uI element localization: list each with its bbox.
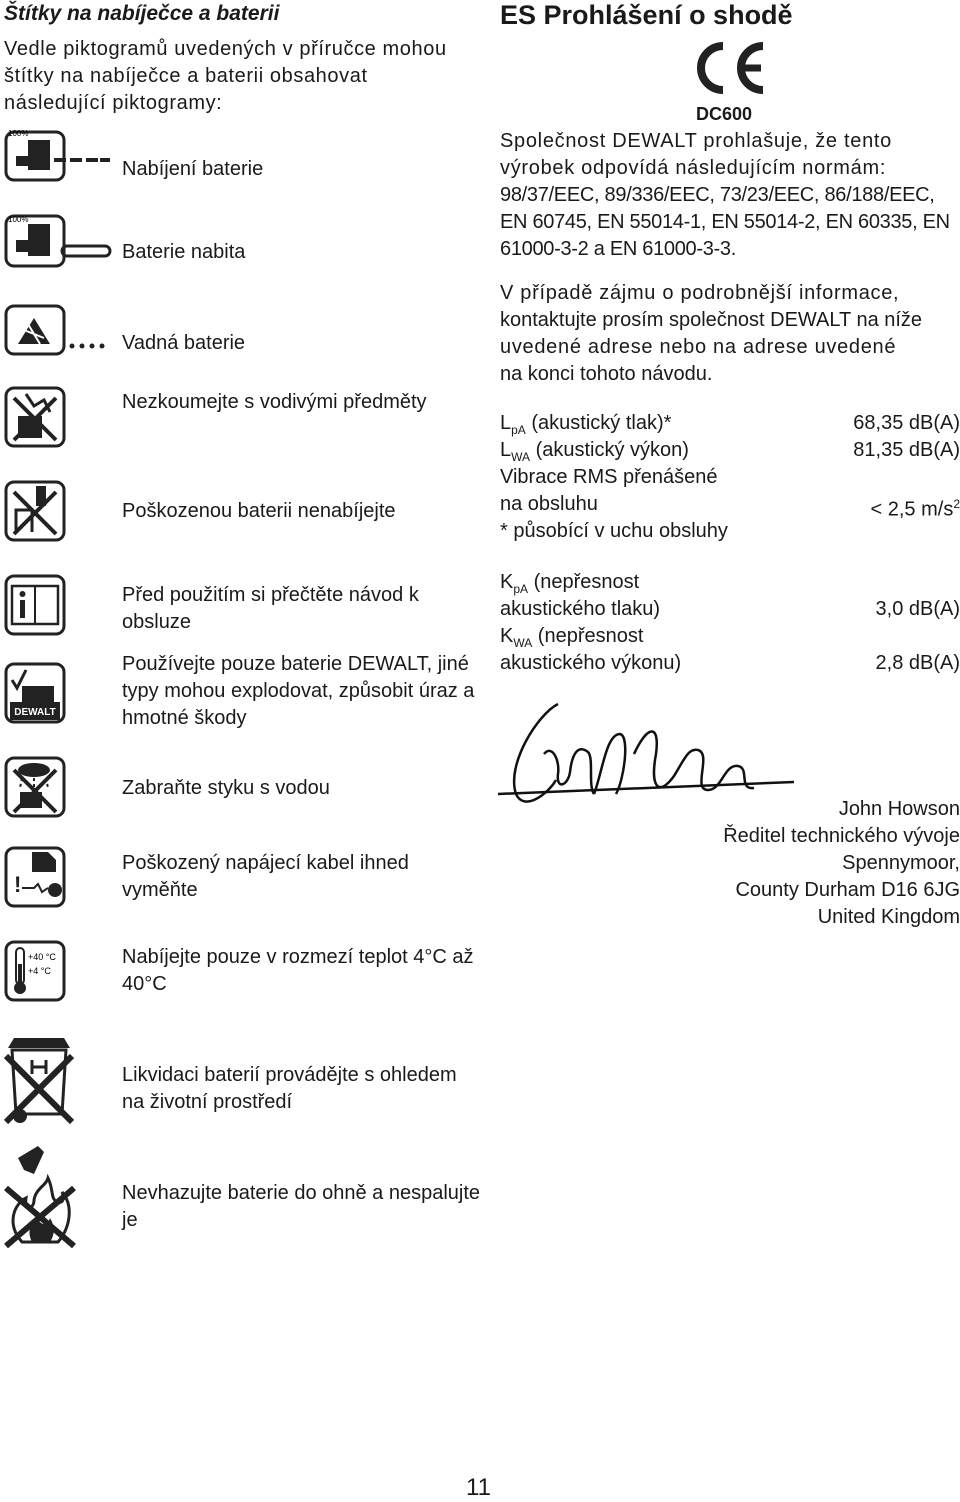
ce-mark-icon xyxy=(693,40,769,96)
measurement-row: $L_{pA}$ (akustický tlak)* 68,35 dB(A) xyxy=(500,412,960,437)
pictogram-label: Baterie nabita xyxy=(122,241,246,263)
model-number: DC600 xyxy=(696,104,753,124)
pictogram-label: Nabíjejte pouze v rozmezí teplot 4°C až 40°C xyxy=(122,946,474,995)
pictogram-label: Zabraňte styku s vodou xyxy=(122,777,330,799)
standards-list: 98/37/EEC, 89/336/EEC, 73/23/EEC, 86/188/EEC, EN 60745, EN 55014-1, EN 55014-2, EN 60335, EN 61000-3-2 a EN 61000-3-3. xyxy=(500,184,950,260)
temp-high-text: +40 °C xyxy=(28,952,56,962)
pictogram-label: Před použitím si přečtěte návod k obsluze xyxy=(122,584,419,633)
badge-100-text: 100% xyxy=(8,215,29,224)
contact-line: kontaktujte prosím společnost DEWALT na níže xyxy=(500,309,923,331)
faulty-battery-icon xyxy=(4,300,112,360)
pictogram-label: Nezkoumejte s vodivými předměty xyxy=(122,391,427,413)
signatory-address: County Durham D16 6JG xyxy=(735,879,960,901)
avoid-water-icon xyxy=(4,756,66,818)
badge-100-text: 100% xyxy=(8,129,29,138)
contact-line: V případě zájmu o podrobnější informace, xyxy=(500,282,900,304)
signatory-title: Ředitel technického vývoje xyxy=(723,825,960,847)
vibration-label: Vibrace RMS přenášené xyxy=(500,466,718,488)
thermometer-icon xyxy=(4,940,66,1002)
pictogram-label: Poškozenou baterii nenabíjejte xyxy=(122,500,396,522)
page-number: 11 xyxy=(466,1474,491,1501)
signatory-address: United Kingdom xyxy=(817,906,960,928)
battery-charged-icon xyxy=(4,210,112,272)
section-title-declaration: ES Prohlášení o shodě xyxy=(500,0,793,30)
svg-text:!: ! xyxy=(14,872,22,897)
uncertainty-row: $K_{WA}$ (nepřesnost xyxy=(500,625,644,650)
temp-low-text: +4 °C xyxy=(28,966,51,976)
uncertainty-row: akustického tlaku) 3,0 dB(A) xyxy=(500,598,960,620)
pictogram-label: Vadná baterie xyxy=(122,332,246,354)
declaration-text: Společnost DEWALT prohlašuje, že tento výrobek odpovídá následujícím normám: xyxy=(500,130,892,179)
pictogram-label: Poškozený napájecí kabel ihned vyměňte xyxy=(122,852,409,901)
contact-line: uvedené adrese nebo na adrese uvedené xyxy=(500,336,897,358)
battery-charging-icon xyxy=(4,126,112,186)
dewalt-logo-text: DEWALT xyxy=(14,707,56,718)
no-fire-icon xyxy=(4,1144,76,1248)
damaged-cord-icon xyxy=(4,846,66,908)
pictogram-label: Nevhazujte baterie do ohně a nespalujte je xyxy=(122,1182,481,1231)
uncertainty-row: $K_{pA}$ (nepřesnost xyxy=(500,571,640,596)
damaged-battery-icon xyxy=(4,480,66,542)
read-manual-icon xyxy=(4,574,66,636)
contact-line: na konci tohoto návodu. xyxy=(500,363,713,385)
no-conductive-objects-icon xyxy=(4,386,66,448)
dewalt-battery-only-icon xyxy=(4,662,66,724)
signatory-address: Spennymoor, xyxy=(842,852,960,874)
pictogram-label: Používejte pouze baterie DEWALT, jiné typy mohou explodovat, způsobit úraz a hmotné škody xyxy=(122,653,475,729)
signatory-name: John Howson xyxy=(838,798,960,820)
signatory-block xyxy=(694,796,960,931)
footnote: * působící v uchu obsluhy xyxy=(500,520,728,542)
pictogram-label: Likvidaci baterií provádějte s ohledem na životní prostředí xyxy=(122,1064,457,1113)
intro-text: Vedle piktogramů uvedených v příručce mohou štítky na nabíječce a baterii obsahovat následující piktogramy: xyxy=(4,38,447,114)
crossed-bin-icon xyxy=(4,1030,76,1126)
section-title-labels: Štítky na nabíječce a baterii xyxy=(4,2,280,25)
vibration-row: na obsluhu < 2,5 $m/s^2$ xyxy=(500,493,960,521)
measurement-row: $L_{WA}$ (akustický výkon) 81,35 dB(A) xyxy=(500,439,960,464)
uncertainty-row: akustického výkonu) 2,8 dB(A) xyxy=(500,652,960,674)
pictogram-label: Nabíjení baterie xyxy=(122,158,264,180)
